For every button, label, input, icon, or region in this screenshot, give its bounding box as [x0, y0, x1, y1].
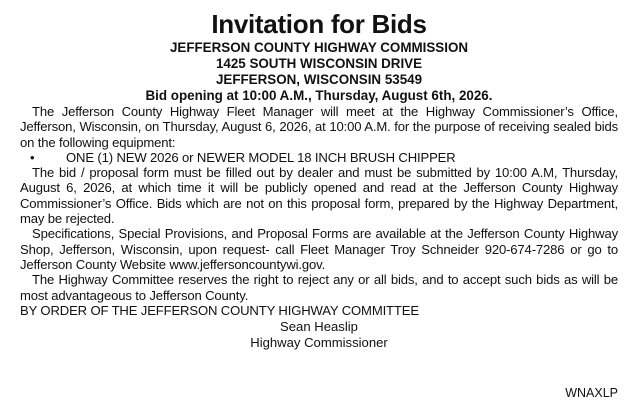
paragraph-specifications: Specifications, Special Provisions, and Proposal Forms are available at the Jefferson County Highway Shop, Jefferson, Wisconsin, upon request- call Fleet Manager Troy Schneider 920-674-7286 or go to Jefferson County Website www.jeffersoncountywi.gov.	[20, 226, 618, 272]
street-address: 1425 SOUTH WISCONSIN DRIVE	[215, 56, 423, 71]
paragraph-intro: The Jefferson County Highway Fleet Manager will meet at the Highway Commissioner’s Office, Jefferson, Wisconsin, on Thursday, August 6, 2026, at 10:00 A.M. for the purpose of receiving sealed bids on the following equipment:	[20, 104, 618, 150]
city-state-zip: JEFFERSON, WISCONSIN 53549	[215, 72, 423, 87]
bid-opening-line: Bid opening at 10:00 A.M., Thursday, August 6th, 2026.	[145, 88, 493, 103]
equipment-list-item	[20, 150, 618, 165]
order-line: BY ORDER OF THE JEFFERSON COUNTY HIGHWAY COMMITTEE	[20, 302, 419, 318]
equipment-description: ONE (1) NEW 2026 or NEWER MODEL 18 INCH BRUSH CHIPPER	[66, 149, 456, 165]
notice-header	[20, 40, 618, 104]
paragraph-reservation: The Highway Committee reserves the right to reject any or all bids, and to accept such bids as will be most advantageous to Jefferson County.	[20, 272, 618, 303]
commission-name: JEFFERSON COUNTY HIGHWAY COMMISSION	[169, 40, 469, 55]
notice-body	[20, 104, 618, 318]
notice-title: Invitation for Bids	[211, 9, 427, 39]
publication-code: WNAXLP	[565, 386, 618, 400]
bullet-symbol: •	[30, 149, 35, 165]
signer-title: Highway Commissioner	[250, 335, 388, 351]
signer-name: Sean Heaslip	[280, 319, 358, 335]
paragraph-submission: The bid / proposal form must be filled out by dealer and must be submitted by 10:00 A.M, Thursday, August 6, 2026, at which time it will be publicly opened and read at the Jefferson County Highway Commissioner’s Office. Bids which are not on this proposal form, prepared by the Highway Department, may be rejected.	[20, 165, 618, 227]
